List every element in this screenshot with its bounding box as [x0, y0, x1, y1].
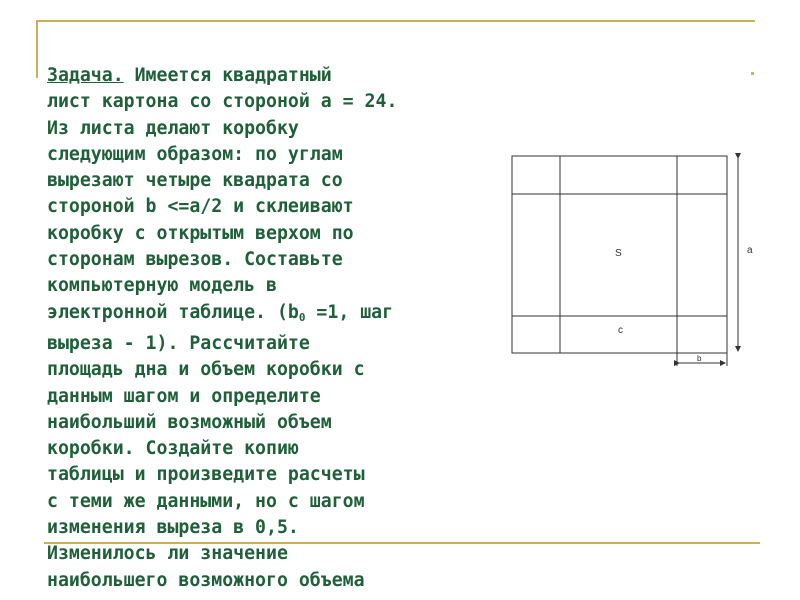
label-b: b: [697, 354, 702, 363]
problem-line-19: Изменилось ли значение: [47, 543, 288, 565]
problem-line-6: стороной b <=a/2 и склеивают: [47, 196, 354, 218]
problem-line-9: компьютерную модель в: [47, 275, 277, 297]
problem-line-2: лист картона со стороной a = 24.: [47, 91, 398, 113]
problem-line-7: коробку с открытым верхом по: [47, 222, 354, 244]
box-net-diagram: [505, 150, 765, 375]
problem-line-11: выреза - 1). Рассчитайте: [47, 332, 310, 354]
label-c: c: [618, 325, 623, 336]
decorative-top-line: [36, 20, 755, 22]
label-a: a: [747, 245, 753, 256]
problem-line-18: изменения выреза в 0,5.: [47, 517, 299, 539]
problem-line-14: наибольший возможный объем: [47, 411, 332, 433]
problem-line-10-pre: электронной таблице. (b: [47, 301, 299, 323]
problem-line-8: сторонам вырезов. Составьте: [47, 249, 343, 271]
problem-line-20: наибольшего возможного объема: [47, 569, 365, 591]
problem-line-3: Из листа делают коробку: [47, 117, 299, 139]
problem-statement: [47, 63, 497, 594]
subscript-zero: 0: [298, 310, 306, 324]
problem-line-10-post: =1, шаг: [305, 301, 394, 323]
decorative-left-line: [36, 20, 38, 78]
problem-line-17: с теми же данными, но с шагом: [47, 490, 365, 512]
problem-line-13: данным шагом и определите: [47, 385, 321, 407]
decorative-dot: [751, 72, 754, 75]
problem-line-15: коробки. Создайте копию: [47, 438, 299, 460]
problem-line-16: таблицы и произведите расчеты: [47, 464, 365, 486]
problem-line-1: Имеется квадратный: [123, 65, 332, 86]
problem-line-12: площадь дна и объем коробки с: [47, 359, 365, 381]
task-label: Задача.: [47, 65, 124, 86]
label-s: S: [615, 248, 622, 259]
problem-line-4: следующим образом: по углам: [47, 143, 343, 165]
problem-line-5: вырезают четыре квадрата со: [47, 170, 343, 192]
